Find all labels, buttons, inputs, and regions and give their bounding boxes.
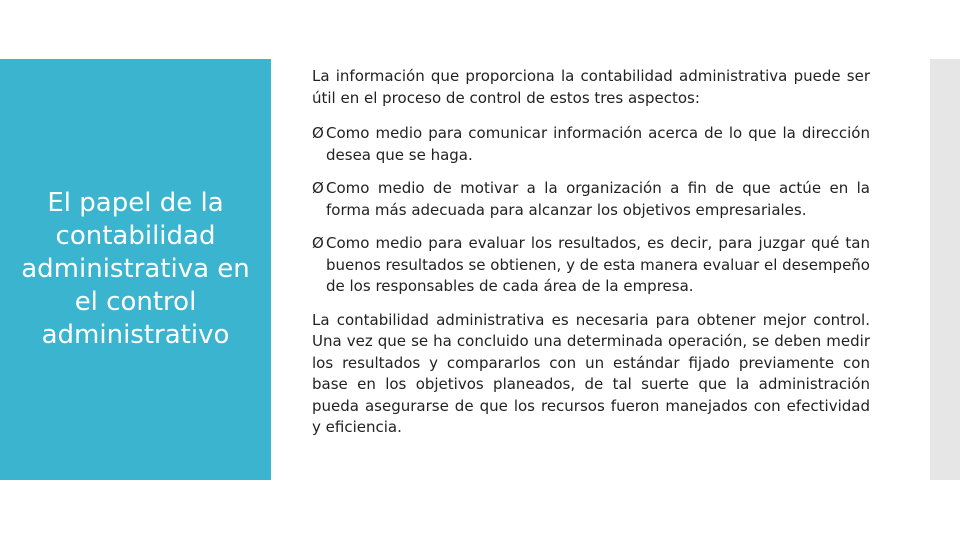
bullet-item: [312, 233, 870, 298]
slide-body: [312, 66, 870, 439]
bullet-arrow-icon: Ø: [312, 124, 324, 142]
bullet-list: [312, 123, 870, 298]
decorative-side-bar: [930, 59, 960, 480]
bullet-item: [312, 123, 870, 166]
closing-paragraph: La contabilidad administrativa es necesaria para obtener mejor control. Una vez que se ha concluido una determinada operación, se deben medir los resultados y compararlos con un estándar fijado previamente con base en los objetivos planeados, de tal suerte que la administración pueda asegurarse de que los recursos fueron manejados con efectividad y eficiencia.: [312, 310, 870, 436]
bullet-text: Como medio de motivar a la organización a fin de que actúe en la forma más adecuada para alcanzar los objetivos empresariales.: [326, 179, 870, 219]
intro-paragraph: La información que proporciona la contabilidad administrativa puede ser útil en el proceso de control de estos tres aspectos:: [312, 67, 870, 107]
bullet-arrow-icon: Ø: [312, 234, 324, 252]
bullet-arrow-icon: Ø: [312, 179, 324, 197]
title-panel: [0, 59, 271, 480]
bullet-text: Como medio para evaluar los resultados, es decir, para juzgar qué tan buenos resultados se obtienen, y de esta manera evaluar el desempeño de los responsables de cada área de la empresa.: [326, 234, 870, 295]
slide-title: El papel de la contabilidad administrativa en el control administrativo: [21, 188, 250, 350]
bullet-item: [312, 178, 870, 221]
bullet-text: Como medio para comunicar información acerca de lo que la dirección desea que se haga.: [326, 124, 870, 164]
